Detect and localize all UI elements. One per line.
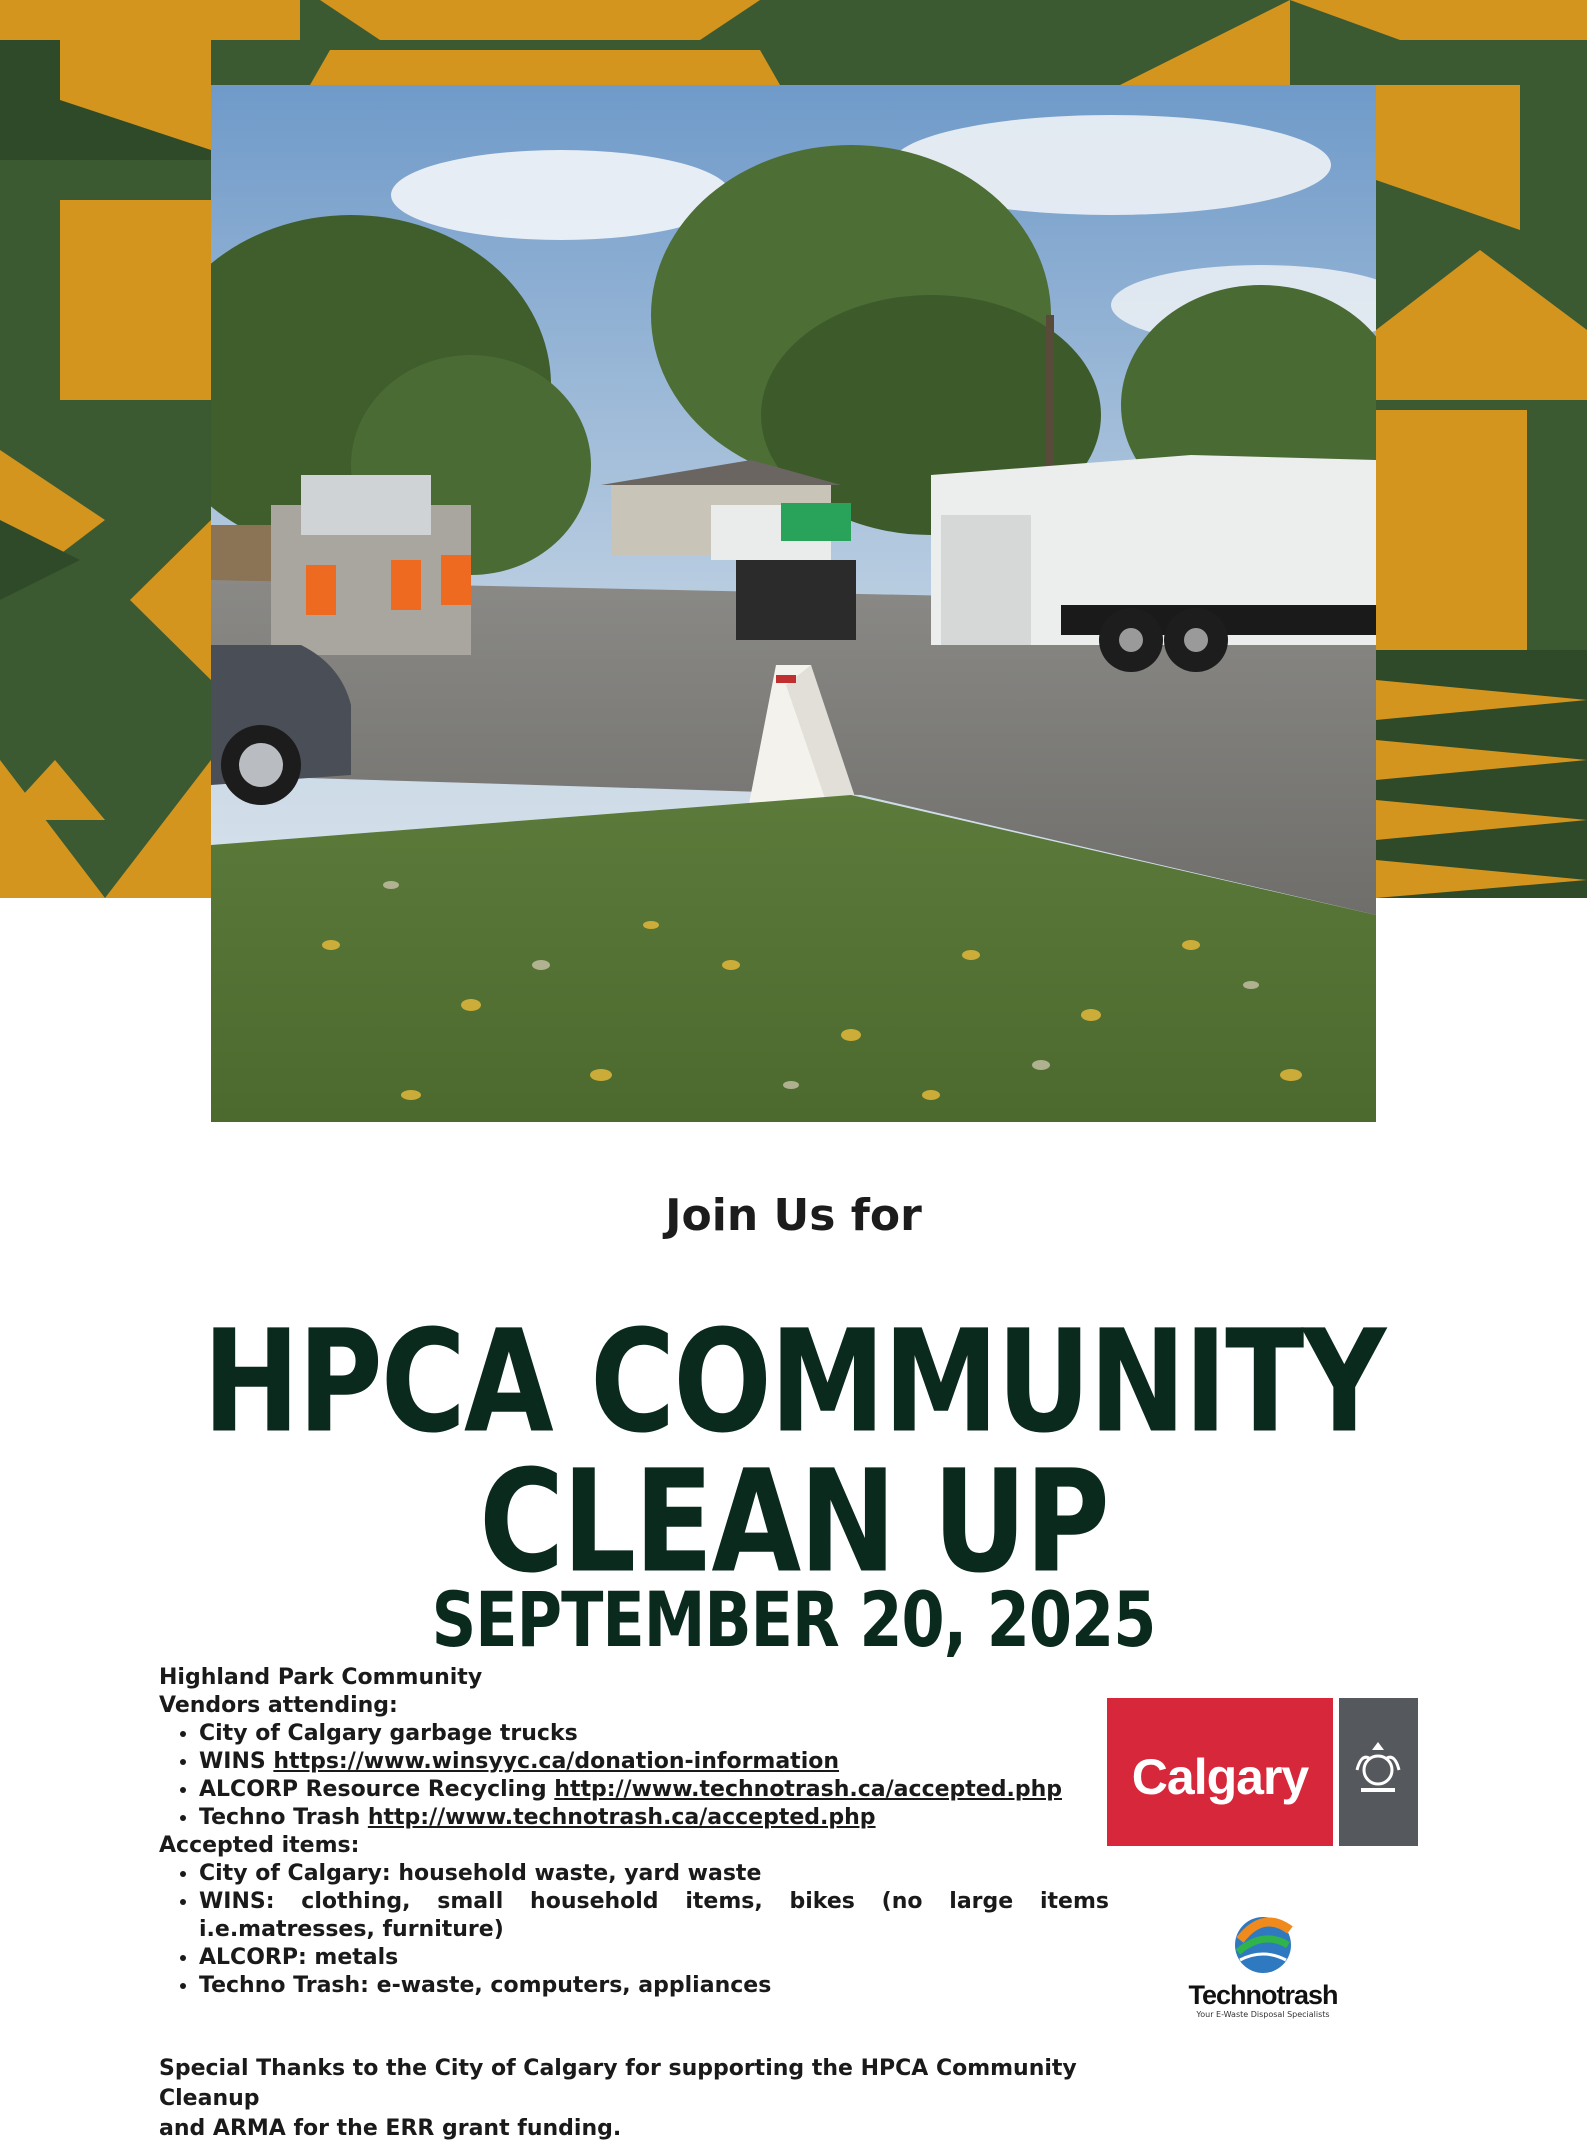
vendor-name: ALCORP Resource Recycling [199,1777,547,1802]
vendors-list [159,1720,1109,1832]
list-item: • Techno Trash: e-waste, computers, appliances [199,1972,1109,2000]
accepted-items-list [159,1860,1109,2000]
calgary-logo-crest-panel [1339,1698,1418,1846]
list-item: • ALCORP: metals [199,1944,1109,1972]
coat-of-arms-icon [1339,1698,1418,1846]
alcorp-link[interactable]: http://www.technotrash.ca/accepted.php [554,1777,1062,1802]
list-item [199,1748,1109,1776]
wins-link[interactable]: https://www.winsyyc.ca/donation-information [273,1749,840,1774]
accepted-heading: Accepted items: [159,1833,360,1858]
technotrash-tagline: Your E-Waste Disposal Specialists [1196,2010,1330,2019]
calgary-logo-text: Calgary [1131,1749,1309,1805]
vendor-name: WINS [199,1749,266,1774]
thanks-line-1: Special Thanks to the City of Calgary for supporting the HPCA Community Cleanup [159,2056,1077,2111]
list-item: • WINS: clothing, small household items, bikes (no large items i.e.matresses, furniture) [199,1888,1109,1944]
special-thanks [159,2054,1139,2144]
city-of-calgary-logo [1107,1698,1418,1846]
list-item [199,1776,1109,1804]
thanks-line-2: and ARMA for the ERR grant funding. [159,2116,622,2141]
event-details [159,1664,1109,2000]
globe-swoosh-icon [1168,1900,1358,1980]
calgary-logo-red-panel [1107,1698,1333,1846]
vendor-name: Techno Trash [199,1805,361,1830]
vendors-heading: Vendors attending: [159,1693,398,1718]
list-item [199,1720,1109,1748]
list-item [199,1804,1109,1832]
technotrash-logo [1168,1900,1358,2020]
cleanup-event-photo [211,85,1376,1122]
techno-trash-link[interactable]: http://www.technotrash.ca/accepted.php [367,1805,876,1830]
event-date: SEPTEMBER 20, 2025 [431,1575,1156,1665]
event-title-line-1: HPCA COMMUNITY [202,1300,1385,1465]
intro-text: Join Us for [665,1190,922,1241]
technotrash-wordmark: Technotrash [1188,1980,1338,2010]
event-title-line-2: CLEAN UP [479,1440,1108,1605]
vendor-name: City of Calgary garbage trucks [199,1721,578,1746]
list-item: • City of Calgary: household waste, yard waste [199,1860,1109,1888]
location-text: Highland Park Community [159,1665,483,1690]
